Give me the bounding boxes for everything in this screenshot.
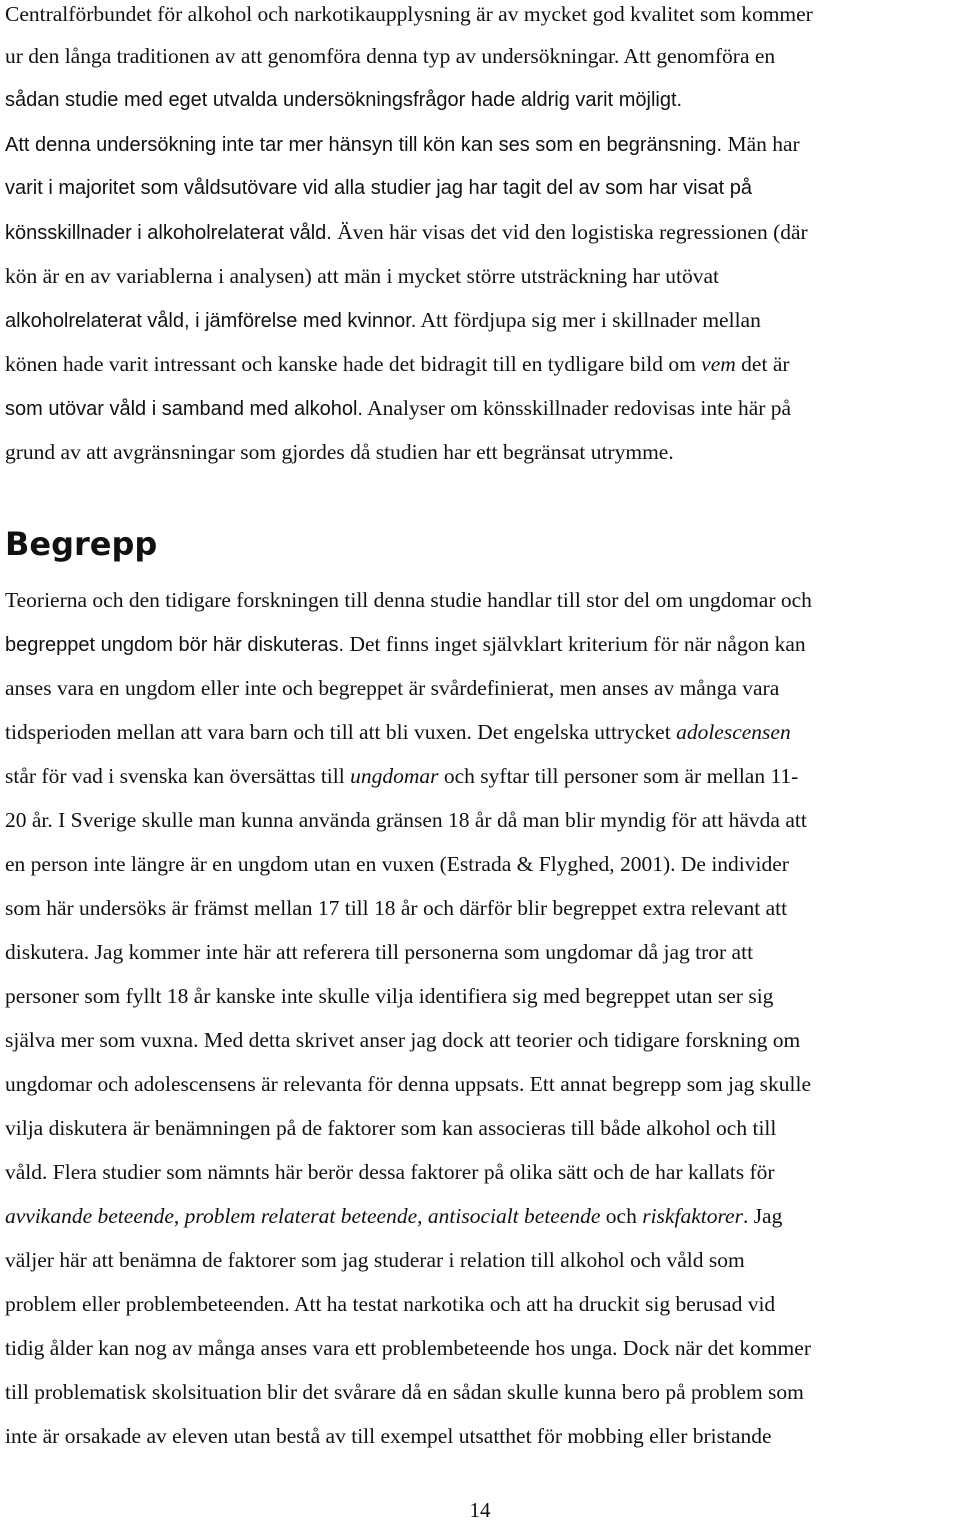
text-run: det är (735, 352, 790, 376)
body-line-7 (5, 850, 789, 878)
text-run: som utövar våld i samband med alkohol. (5, 398, 363, 420)
text-run: ungdomar och adolescensens är relevanta för denna uppsats. Ett annat begrepp som jag skulle (5, 1072, 811, 1096)
text-run: själva mer som vuxna. Med detta skrivet anser jag dock att teorier och tidigare forskning om (5, 1028, 801, 1052)
body-line-6 (5, 806, 807, 834)
text-run: Centralförbundet för alkohol och narkotikaupplysning är av mycket god kvalitet som kommer (5, 2, 813, 26)
emphasis: adolescensen (676, 720, 791, 744)
body-line-3 (5, 674, 779, 702)
text-run: och syftar till personer som är mellan 11- (438, 764, 799, 788)
body-line-12 (5, 1070, 811, 1098)
text-run: sådan studie med eget utvalda undersökningsfrågor hade aldrig varit möjligt. (5, 89, 683, 111)
text-run: vilja diskutera är benämningen på de faktorer som kan associeras till både alkohol och till (5, 1116, 777, 1140)
text-run: personer som fyllt 18 år kanske inte skulle vilja identifiera sig med begreppet utan ser sig (5, 984, 774, 1008)
emphasis: riskfaktorer (642, 1204, 743, 1228)
body-line-17 (5, 1290, 775, 1318)
page-number: 14 (469, 1498, 491, 1522)
body-line-19 (5, 1378, 804, 1406)
emphasis: avvikande beteende (5, 1204, 174, 1228)
text-run: , (417, 1204, 428, 1228)
intro-line-11 (5, 438, 674, 466)
section-heading: Begrepp (5, 525, 158, 563)
intro-line-4 (5, 130, 800, 159)
text-run: Även här visas det vid den logistiska regressionen (där (331, 220, 808, 244)
text-run: könsskillnader i alkoholrelaterat våld. (5, 222, 332, 244)
text-run: kön är en av variablerna i analysen) att män i mycket större utsträckning har utövat (5, 264, 720, 288)
emphasis: antisocialt beteende (427, 1204, 601, 1228)
emphasis: vem (701, 352, 736, 376)
text-run: könen hade varit intressant och kanske hade det bidragit till en tydligare bild om (5, 352, 702, 376)
text-run: 20 år. I Sverige skulle man kunna använda gränsen 18 år då man blir myndig för att hävda att (5, 808, 807, 832)
text-run: Analyser om könsskillnader redovisas inte här på (362, 396, 792, 420)
intro-line-5 (5, 174, 752, 202)
text-run: problem eller problembeteenden. Att ha testat narkotika och att ha druckit sig berusad vid (5, 1292, 776, 1316)
emphasis: ungdomar (350, 764, 439, 788)
text-run: anses vara en ungdom eller inte och begreppet är svårdefinierat, men anses av många vara (5, 676, 780, 700)
text-run: alkoholrelaterat våld, i jämförelse med kvinnor. (5, 310, 417, 332)
body-line-10 (5, 982, 773, 1010)
body-line-5 (5, 762, 798, 790)
body-line-15 (5, 1202, 782, 1230)
text-run: våld. Flera studier som nämnts här berör dessa faktorer på olika sätt och de har kallats för (5, 1160, 775, 1184)
text-run: står för vad i svenska kan översättas till (5, 764, 351, 788)
intro-line-6 (5, 218, 808, 247)
body-line-16 (5, 1246, 745, 1274)
intro-line-3 (5, 86, 682, 114)
text-run: diskutera. Jag kommer inte här att referera till personerna som ungdomar då jag tror att (5, 940, 754, 964)
body-line-9 (5, 938, 753, 966)
body-line-2 (5, 630, 806, 659)
body-line-8 (5, 894, 787, 922)
intro-line-7 (5, 262, 719, 290)
text-run: Att fördjupa sig mer i skillnader mellan (416, 308, 761, 332)
body-line-11 (5, 1026, 800, 1054)
text-run: Det finns inget självklart kriterium för när någon kan (344, 632, 806, 656)
text-run: , (173, 1204, 185, 1228)
text-run: till problematisk skolsituation blir det svårare då en sådan skulle kunna bero på problem som (5, 1380, 804, 1404)
text-run: begreppet ungdom bör här diskuteras. (5, 634, 345, 656)
body-line-1 (5, 586, 812, 614)
text-run: tidig ålder kan nog av många anses vara ett problembeteende hos unga. Dock när det kommer (5, 1336, 811, 1360)
text-run: varit i majoritet som våldsutövare vid alla studier jag har tagit del av som har visat på (5, 177, 753, 199)
text-run: väljer här att benämna de faktorer som jag studerar i relation till alkohol och våld som (5, 1248, 745, 1272)
text-run: ur den långa traditionen av att genomföra denna typ av undersökningar. Att genomföra en (5, 44, 776, 68)
text-run: Teorierna och den tidigare forskningen till denna studie handlar till stor del om ungdomar och (5, 588, 812, 612)
text-run: . Jag (742, 1204, 783, 1228)
intro-line-1 (5, 0, 813, 28)
intro-line-9 (5, 350, 790, 378)
text-run: inte är orsakade av eleven utan bestå av till exempel utsatthet för mobbing eller bristande (5, 1424, 772, 1448)
body-line-13 (5, 1114, 776, 1142)
body-line-4 (5, 718, 791, 746)
text-run: och (600, 1204, 643, 1228)
text-run: grund av att avgränsningar som gjordes då studien har ett begränsat utrymme. (5, 440, 674, 464)
text-run: Män har (722, 132, 800, 156)
intro-line-10 (5, 394, 791, 423)
text-run: som här undersöks är främst mellan 17 till 18 år och därför blir begreppet extra relevant att (5, 896, 788, 920)
emphasis: problem relaterat beteende (184, 1204, 418, 1228)
text-run: en person inte längre är en ungdom utan en vuxen (Estrada & Flyghed, 2001). De individer (5, 852, 789, 876)
text-run: tidsperioden mellan att vara barn och till att bli vuxen. Det engelska uttrycket (5, 720, 677, 744)
intro-line-2 (5, 42, 775, 70)
body-line-14 (5, 1158, 775, 1186)
body-line-18 (5, 1334, 811, 1362)
intro-line-8 (5, 306, 761, 335)
body-line-20 (5, 1422, 772, 1450)
text-run: Att denna undersökning inte tar mer hänsyn till kön kan ses som en begränsning. (5, 134, 723, 156)
